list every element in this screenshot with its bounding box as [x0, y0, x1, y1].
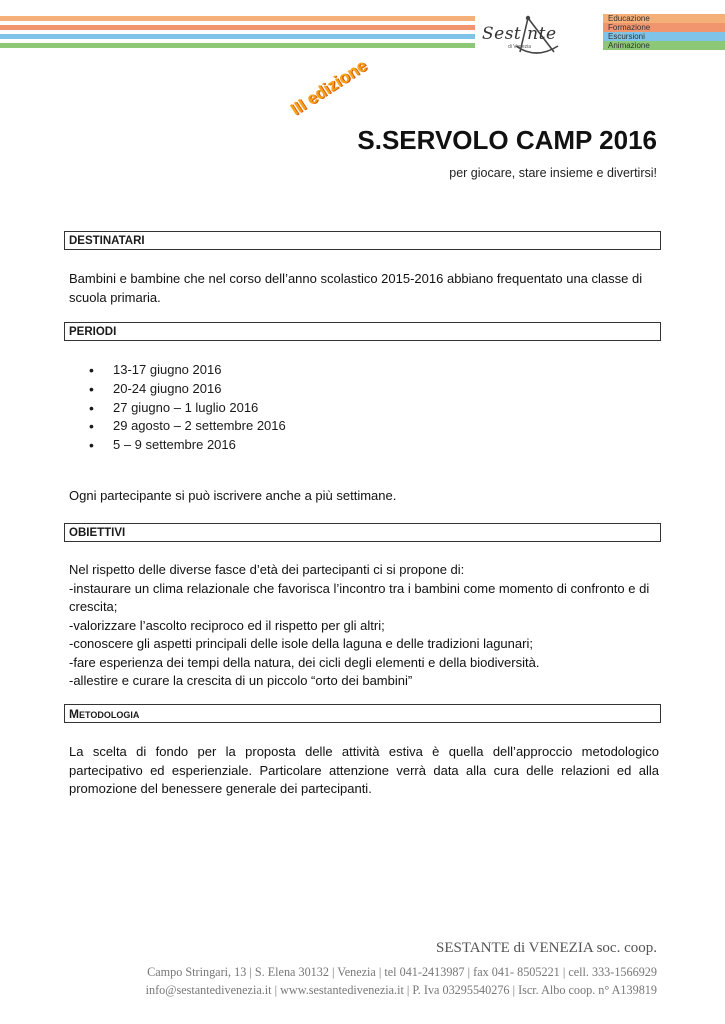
section-heading-destinatari: DESTINATARI	[64, 231, 661, 250]
obiettivi-line: -fare esperienza dei tempi della natura, dei cicli degli elementi e della biodiversità.	[69, 654, 540, 670]
page-subtitle: per giocare, stare insieme e divertirsi!	[449, 166, 657, 180]
section-heading-obiettivi: OBIETTIVI	[64, 523, 661, 542]
list-item: • 27 giugno – 1 luglio 2016	[89, 399, 286, 418]
periodi-note: Ogni partecipante si può iscrivere anche a più settimane.	[69, 488, 397, 503]
sestante-logo	[476, 12, 600, 58]
tag-animazione: Animazione	[603, 41, 725, 50]
tag-formazione: Formazione	[603, 23, 725, 32]
footer-org: SESTANTE di VENEZIA soc. coop.	[435, 940, 657, 956]
periodi-list	[89, 361, 286, 455]
stripe-blue	[0, 34, 475, 39]
header-stripes	[0, 16, 475, 52]
obiettivi-line: -allestire e curare la crescita di un piccolo “orto dei bambini”	[69, 673, 413, 688]
metodologia-text: La scelta di fondo per la proposta delle attività estiva è quella dell’approccio metodologico partecipativo ed esperienziale. Particolare attenzione verrà data alla cura delle relazioni ed alla promozione del benessere generale dei partecipanti.	[69, 744, 659, 796]
obiettivi-line: Nel rispetto delle diverse fasce d’età dei partecipanti ci si propone di:	[69, 562, 465, 577]
list-item: • 20-24 giugno 2016	[89, 380, 286, 399]
edition-badge: III edizione	[287, 55, 371, 120]
stripe-green	[0, 43, 475, 48]
list-item: • 5 – 9 settembre 2016	[89, 436, 286, 455]
destinatari-text: Bambini e bambine che nel corso dell’anno scolastico 2015-2016 abbiano frequentato una classe di scuola primaria.	[69, 271, 643, 305]
logo-text: Sest nte	[482, 24, 557, 44]
tag-educazione: Educazione	[603, 14, 725, 23]
header-tags	[603, 14, 725, 50]
page-title: S.SERVOLO CAMP 2016	[357, 125, 657, 155]
obiettivi-line: -conoscere gli aspetti principali delle isole della laguna e delle tradizioni lagunari;	[69, 636, 533, 651]
obiettivi-line: -valorizzare l’ascolto reciproco ed il rispetto per gli altri;	[69, 617, 385, 633]
stripe-orange	[0, 16, 475, 21]
footer-address: Campo Stringari, 13 | S. Elena 30132 | Venezia | tel 041-2413987 | fax 041- 8505221 | cell. 333-1566929	[147, 965, 657, 979]
tag-escursioni: Escursioni	[603, 32, 725, 41]
list-item: • 13-17 giugno 2016	[89, 361, 286, 380]
logo-subtext: di Venezia	[508, 44, 532, 50]
stripe-salmon	[0, 25, 475, 30]
footer-contacts: info@sestantedivenezia.it | www.sestantedivenezia.it | P. Iva 03295540276 | Iscr. Albo coop. n° A139819	[145, 983, 657, 997]
list-item: • 29 agosto – 2 settembre 2016	[89, 417, 286, 436]
obiettivi-text	[69, 561, 659, 691]
section-heading-metodologia: METODOLOGIA	[64, 704, 661, 723]
section-heading-periodi: PERIODI	[64, 322, 661, 341]
obiettivi-line: -instaurare un clima relazionale che favorisca l’incontro tra i bambini come momento di confronto e di crescita;	[69, 580, 650, 614]
